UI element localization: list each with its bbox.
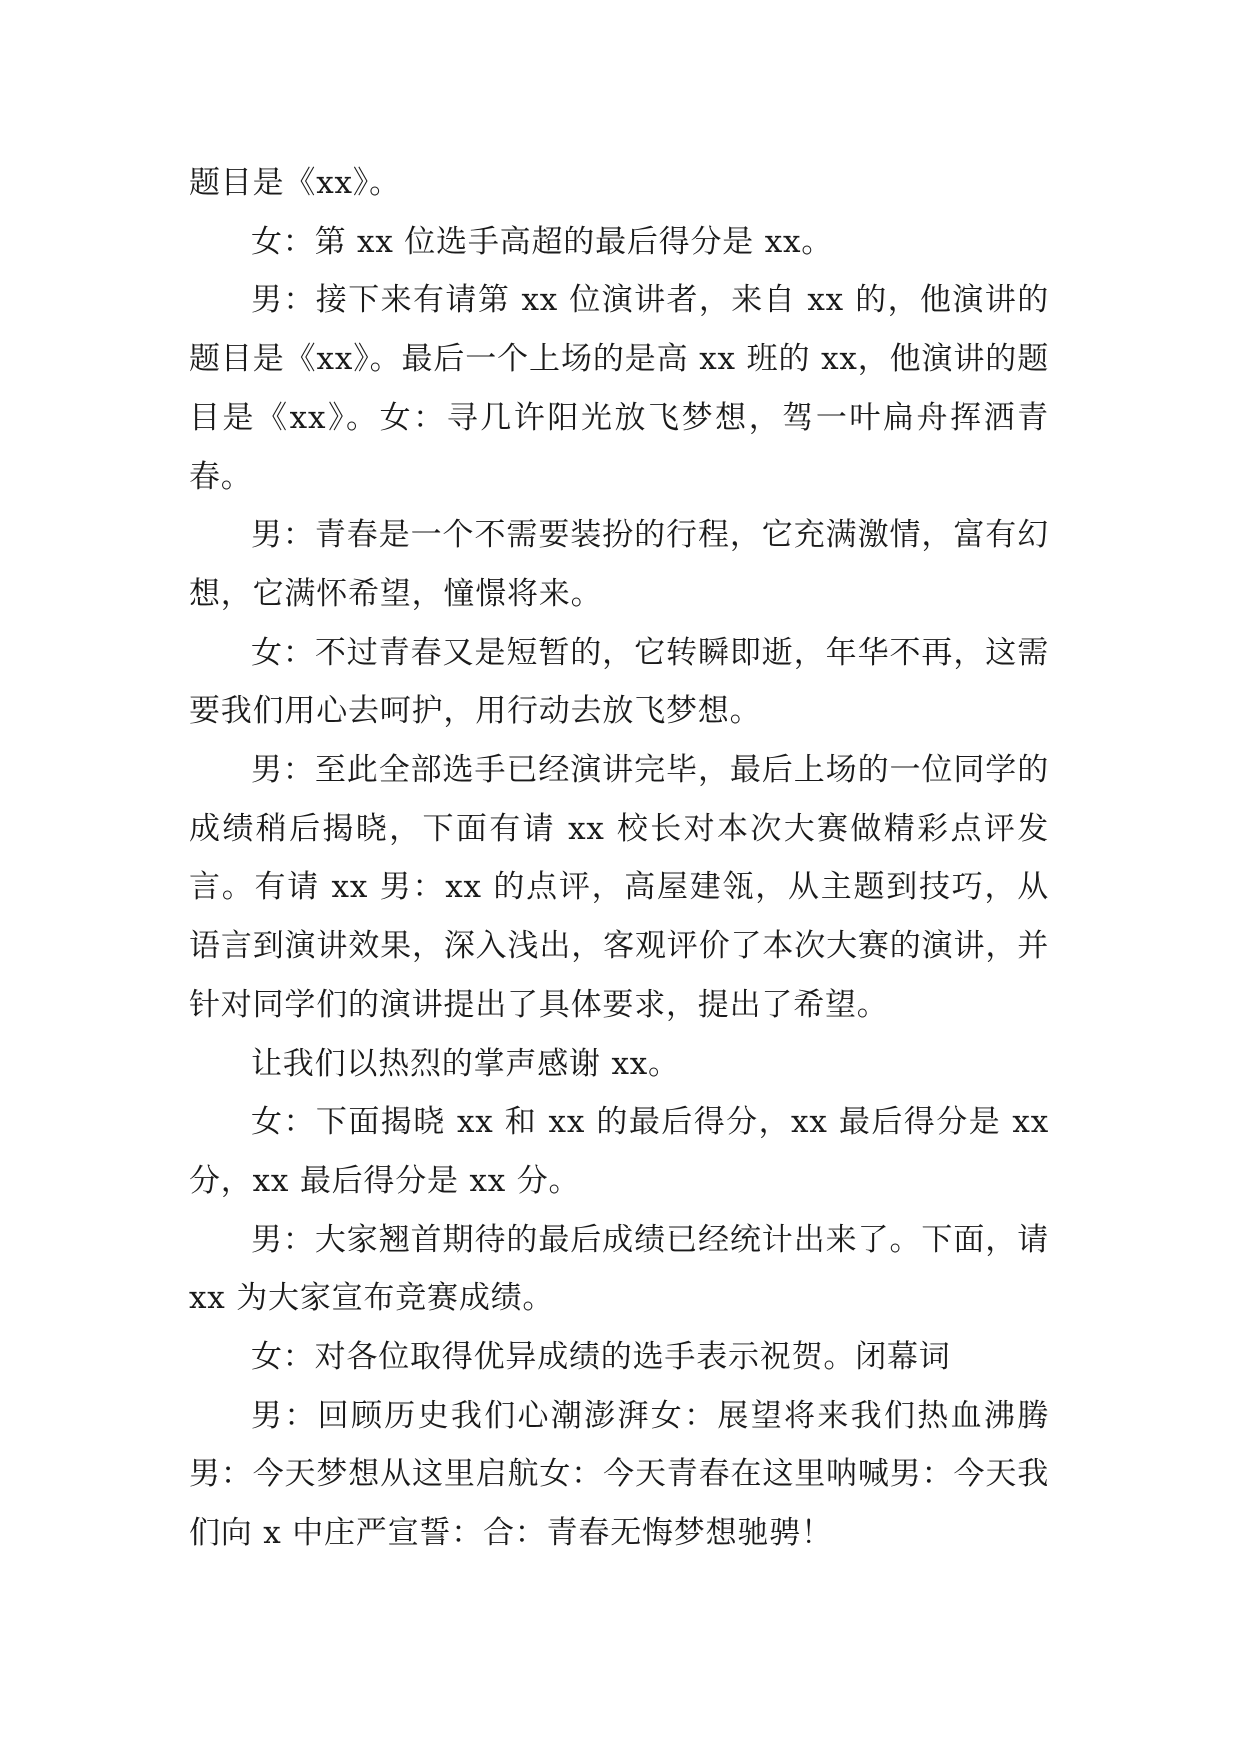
paragraph-2: 女：第 xx 位选手高超的最后得分是 xx。	[251, 223, 834, 260]
paragraph-4: 男：青春是一个不需要装扮的行程，它充满激情，富有幻想，它满怀希望，憧憬将来。	[189, 517, 1049, 612]
paragraph-10: 女：对各位取得优异成绩的选手表示祝贺。闭幕词	[251, 1339, 951, 1376]
paragraph-1: 题目是《xx》。	[189, 165, 401, 201]
paragraph-7: 让我们以热烈的掌声感谢 xx。	[251, 1045, 680, 1082]
paragraph-11: 男：回顾历史我们心潮澎湃女：展望将来我们热血沸腾男：今天梦想从这里启航女：今天青春在这里呐喊男：今天我们向 x 中庄严宣誓：合：青春无悔梦想驰骋！	[189, 1397, 1049, 1552]
paragraph-9: 男：大家翘首期待的最后成绩已经统计出来了。下面，请 xx 为大家宣布竞赛成绩。	[189, 1221, 1049, 1317]
paragraph-3: 男：接下来有请第 xx 位演讲者，来自 xx 的，他演讲的题目是《xx》。最后一个上场的是高 xx 班的 xx，他演讲的题目是《xx》。女：寻几许阳光放飞梦想，驾一叶扁舟挥洒青春。	[189, 282, 1049, 495]
paragraph-8: 女：下面揭晓 xx 和 xx 的最后得分，xx 最后得分是 xx 分，xx 最后得分是 xx 分。	[189, 1104, 1049, 1199]
paragraph-5: 女：不过青春又是短暂的，它转瞬即逝，年华不再，这需要我们用心去呵护，用行动去放飞梦想。	[189, 634, 1049, 730]
paragraph-6: 男：至此全部选手已经演讲完毕，最后上场的一位同学的成绩稍后揭晓，下面有请 xx 校长对本次大赛做精彩点评发言。有请 xx 男：xx 的点评，高屋建瓴，从主题到技巧，从语言到演讲效果，深入浅出，客观评价了本次大赛的演讲，并针对同学们的演讲提出了具体要求，提出了希望。	[189, 752, 1049, 1023]
document-body	[189, 154, 1049, 1563]
